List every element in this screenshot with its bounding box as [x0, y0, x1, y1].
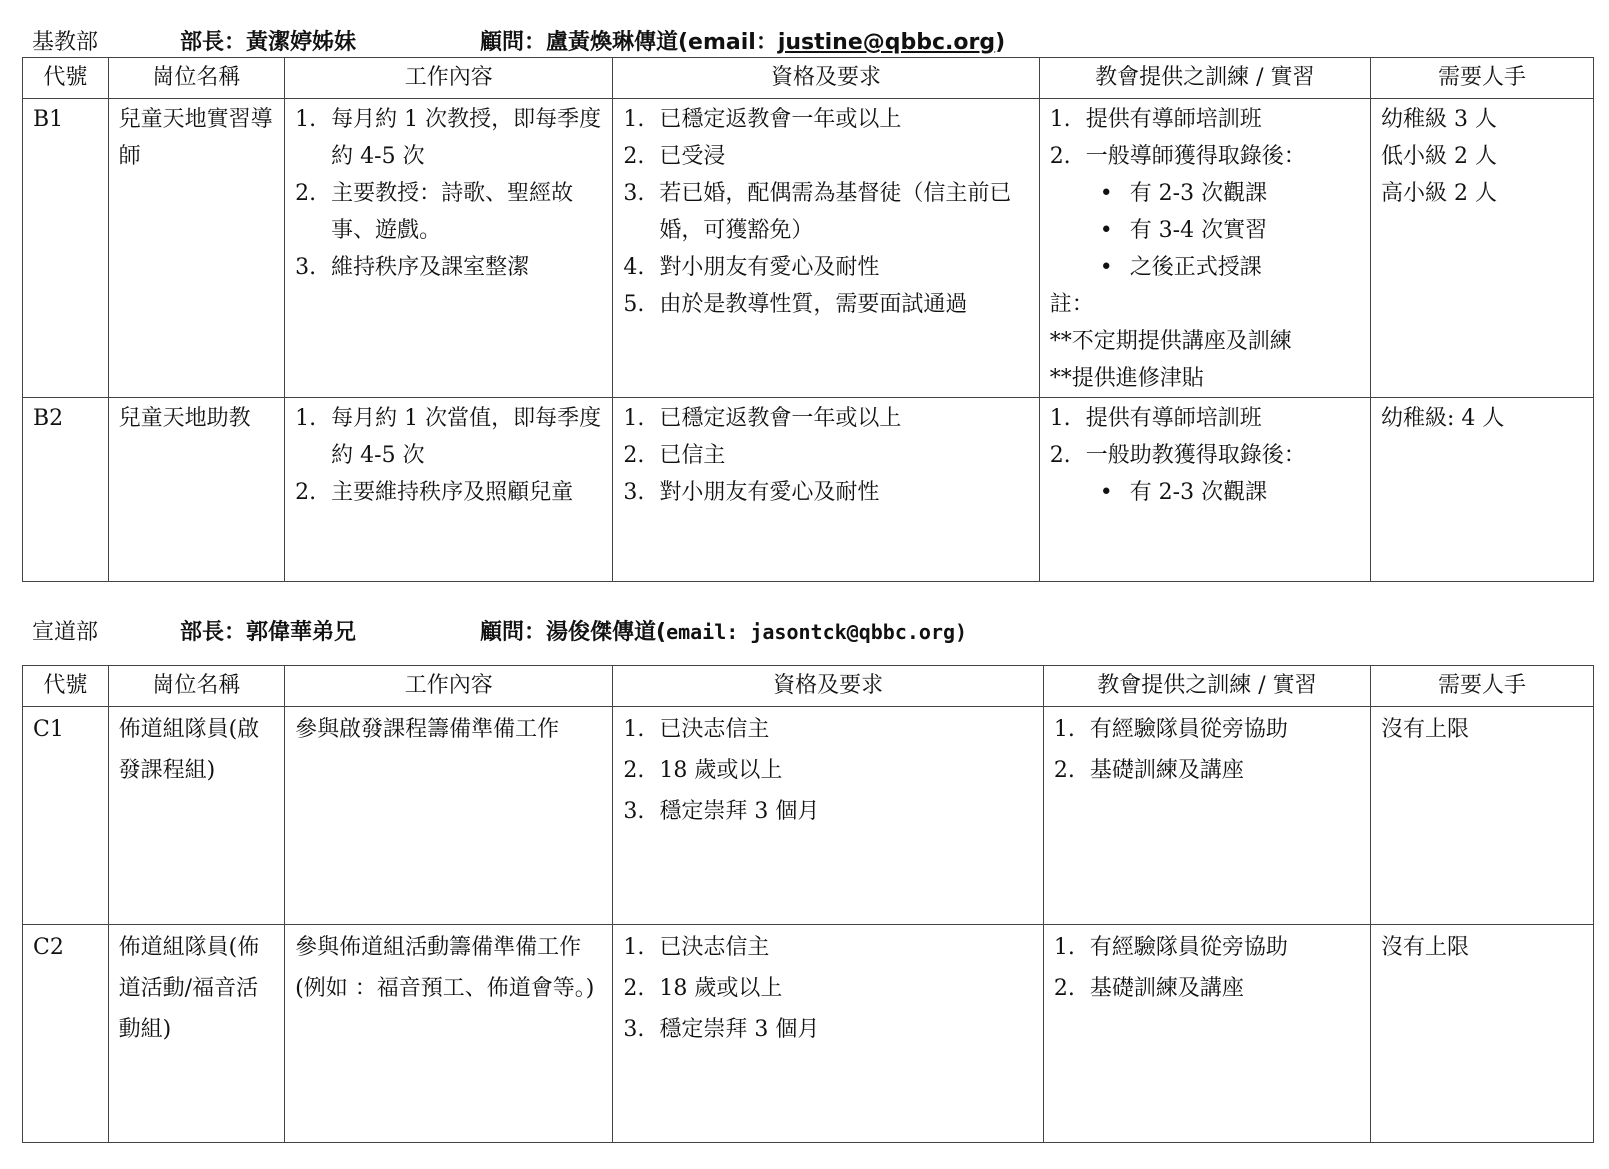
column-header: 需要人手	[1371, 666, 1594, 707]
advisor-email-link[interactable]: justine@qbbc.org	[777, 30, 996, 55]
training-bullet: • 之後正式授課	[1100, 249, 1362, 286]
requirement-item: 穩定崇拜 3 個月	[659, 1017, 820, 1042]
training-note: **提供進修津貼	[1049, 366, 1204, 391]
training-bullet: • 有 2-3 次觀課	[1100, 175, 1362, 212]
requirement-item: 已穩定返教會一年或以上	[659, 406, 902, 431]
section-header-evangelism	[32, 612, 967, 646]
duty-item: 每月約 1 次當值，即每季度約 4-5 次	[331, 406, 602, 468]
department-name: 基教部	[32, 30, 99, 55]
role-code: B1	[23, 99, 109, 398]
role-duties: 1. 每月約 1 次教授，即每季度約 4-5 次 2. 主要教授：詩歌、聖經故事、遊戲。 3. 維持秩序及課室整潔	[285, 99, 613, 398]
table-row	[23, 99, 1594, 398]
requirement-item: 若已婚，配偶需為基督徒（信主前已婚，可獲豁免）	[659, 181, 1012, 243]
requirement-item: 18 歲或以上	[659, 976, 783, 1001]
column-header: 崗位名稱	[108, 58, 285, 99]
column-header: 資格及要求	[613, 666, 1043, 707]
role-training: 1. 提供有導師培訓班 2. 一般助教獲得取錄後： • 有 2-3 次觀課	[1039, 398, 1370, 582]
role-code: C1	[23, 707, 109, 925]
column-header: 需要人手	[1371, 58, 1594, 99]
role-headcount	[1371, 99, 1594, 398]
training-bullet: • 有 2-3 次觀課	[1100, 474, 1362, 511]
requirement-item: 18 歲或以上	[659, 758, 783, 783]
training-item: 有經驗隊員從旁協助	[1089, 935, 1288, 960]
role-training: 1. 有經驗隊員從旁協助 2. 基礎訓練及講座	[1043, 707, 1370, 925]
role-duties: 1. 每月約 1 次當值，即每季度約 4-5 次 2. 主要維持秩序及照顧兒童	[285, 398, 613, 582]
column-header: 代號	[23, 58, 109, 99]
requirement-item: 對小朋友有愛心及耐性	[659, 255, 880, 280]
training-item: 一般導師獲得取錄後：	[1085, 144, 1306, 169]
training-item: 提供有導師培訓班	[1085, 406, 1262, 431]
training-note: **不定期提供講座及訓練	[1049, 329, 1292, 354]
role-requirements: 1. 已穩定返教會一年或以上 2. 已信主 3. 對小朋友有愛心及耐性	[613, 398, 1039, 582]
column-header: 教會提供之訓練 / 實習	[1043, 666, 1370, 707]
department-head: 部長：郭偉華弟兄	[180, 620, 357, 645]
role-headcount: 沒有上限	[1371, 925, 1594, 1143]
requirement-item: 對小朋友有愛心及耐性	[659, 480, 880, 505]
section-header-christian-education	[32, 22, 1005, 56]
duty-item: 每月約 1 次教授，即每季度約 4-5 次	[331, 107, 602, 169]
table-header-row	[23, 666, 1594, 707]
column-header: 資格及要求	[613, 58, 1039, 99]
table-row	[23, 707, 1594, 925]
role-duties: 參與啟發課程籌備準備工作	[285, 707, 613, 925]
role-title: 佈道組隊員(佈道活動/福音活動組)	[108, 925, 285, 1143]
headcount-item: 高小級 2 人	[1381, 181, 1497, 206]
training-item: 一般助教獲得取錄後：	[1085, 443, 1306, 468]
training-note: 註：	[1049, 292, 1094, 317]
advisor-email: email: jasontck@qbbc.org)	[666, 620, 968, 644]
headcount-item: 幼稚級: 4 人	[1381, 406, 1505, 431]
role-requirements: 1. 已決志信主 2. 18 歲或以上 3. 穩定崇拜 3 個月	[613, 707, 1043, 925]
requirement-item: 已決志信主	[659, 935, 770, 960]
role-training: 1. 有經驗隊員從旁協助 2. 基礎訓練及講座	[1043, 925, 1370, 1143]
role-title: 兒童天地實習導師	[108, 99, 285, 398]
department-advisor: 顧問：湯俊傑傳道(email: jasontck@qbbc.org)	[480, 620, 968, 645]
requirement-item: 穩定崇拜 3 個月	[659, 799, 820, 824]
role-title: 佈道組隊員(啟發課程組)	[108, 707, 285, 925]
role-code: B2	[23, 398, 109, 582]
requirement-item: 由於是教導性質，需要面試通過	[659, 292, 968, 317]
role-headcount	[1371, 398, 1594, 582]
training-item: 有經驗隊員從旁協助	[1089, 717, 1288, 742]
requirement-item: 已穩定返教會一年或以上	[659, 107, 902, 132]
training-item: 基礎訓練及講座	[1089, 976, 1244, 1001]
headcount-item: 幼稚級 3 人	[1381, 107, 1497, 132]
table-header-row	[23, 58, 1594, 99]
training-bullet: • 有 3-4 次實習	[1100, 212, 1362, 249]
role-code: C2	[23, 925, 109, 1143]
column-header: 崗位名稱	[108, 666, 285, 707]
requirement-item: 已受浸	[659, 144, 726, 169]
department-name: 宣道部	[32, 620, 99, 645]
column-header: 工作內容	[285, 58, 613, 99]
column-header: 代號	[23, 666, 109, 707]
role-requirements: 1. 已決志信主 2. 18 歲或以上 3. 穩定崇拜 3 個月	[613, 925, 1043, 1143]
training-item: 提供有導師培訓班	[1085, 107, 1262, 132]
duty-item: 維持秩序及課室整潔	[331, 255, 530, 280]
role-headcount: 沒有上限	[1371, 707, 1594, 925]
role-duties: 參與佈道組活動籌備準備工作 (例如 ：福音預工、佈道會等。)	[285, 925, 613, 1143]
role-requirements: 1. 已穩定返教會一年或以上 2. 已受浸 3. 若已婚，配偶需為基督徒（信主前已婚，可獲豁免） 4. 對小朋友有愛心及耐性 5. 由於是教導性質，需要面試通過	[613, 99, 1039, 398]
headcount-item: 低小級 2 人	[1381, 144, 1497, 169]
roles-table-evangelism	[22, 665, 1594, 1143]
requirement-item: 已決志信主	[659, 717, 770, 742]
department-advisor: 顧問：盧黃煥琳傳道(email：justine@qbbc.org)	[480, 30, 1006, 55]
role-training: 1. 提供有導師培訓班 2. 一般導師獲得取錄後： • 有 2-3 次觀課 • 有 3-4 次實習 • 之後正式授課 註： **不定期提供講座及訓練 **提供進修津貼	[1039, 99, 1370, 398]
duty-item: 主要維持秩序及照顧兒童	[331, 480, 574, 505]
department-head: 部長：黃潔婷姊妹	[180, 30, 357, 55]
column-header: 工作內容	[285, 666, 613, 707]
table-row	[23, 398, 1594, 582]
training-item: 基礎訓練及講座	[1089, 758, 1244, 783]
requirement-item: 已信主	[659, 443, 726, 468]
duty-item: 主要教授：詩歌、聖經故事、遊戲。	[331, 181, 574, 243]
role-title: 兒童天地助教	[108, 398, 285, 582]
column-header: 教會提供之訓練 / 實習	[1039, 58, 1370, 99]
roles-table-christian-education	[22, 57, 1594, 582]
table-row	[23, 925, 1594, 1143]
